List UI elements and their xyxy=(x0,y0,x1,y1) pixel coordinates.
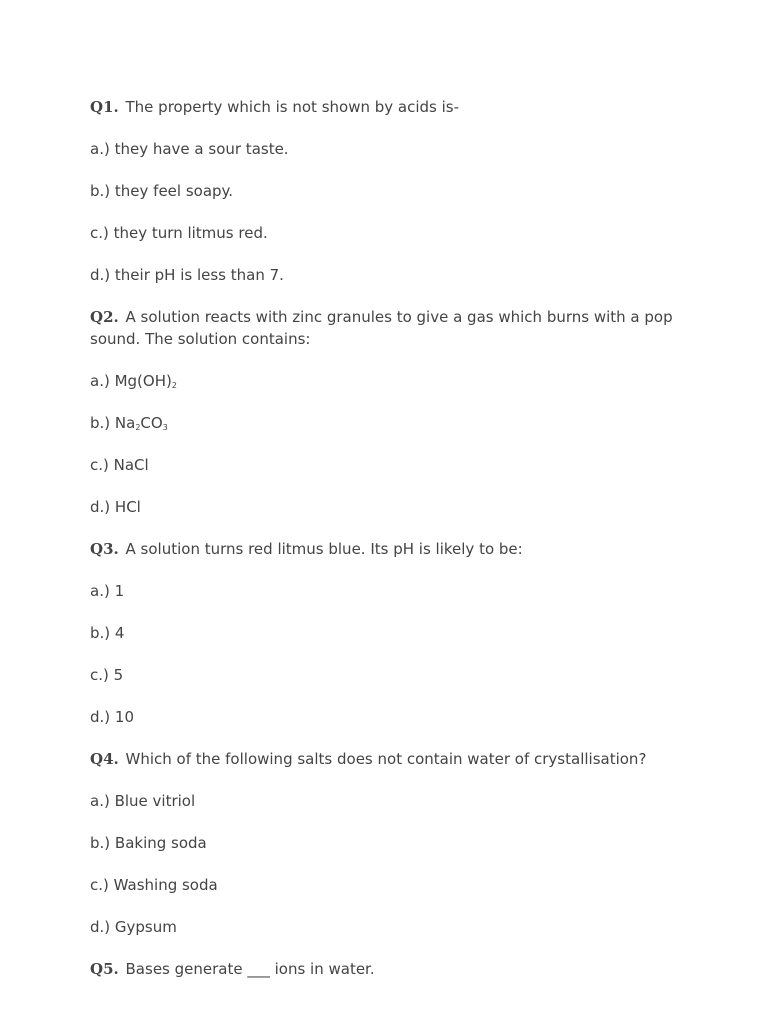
option-formula: b.) Na xyxy=(90,414,136,432)
question-text: Which of the following salts does not contain water of crystallisation? xyxy=(125,750,647,768)
question-text: Bases generate ___ ions in water. xyxy=(125,960,375,978)
question-number: Q1. xyxy=(90,98,119,116)
option-item xyxy=(90,412,690,434)
question-number: Q3. xyxy=(90,540,119,558)
question-text: The property which is not shown by acids is- xyxy=(125,98,460,116)
formula-subscript: 2 xyxy=(135,423,141,432)
option-formula-part: CO xyxy=(140,414,163,432)
option-item: a.) Blue vitriol xyxy=(90,792,196,810)
option-item: c.) Washing soda xyxy=(90,876,218,894)
option-item: c.) 5 xyxy=(90,666,124,684)
option-item: d.) HCl xyxy=(90,498,141,516)
question-number: Q5. xyxy=(90,960,119,978)
option-item: a.) they have a sour taste. xyxy=(90,140,289,158)
question-text: A solution reacts with zinc granules to give a gas which burns with a pop sound. The solution contains: xyxy=(90,308,673,348)
question-2 xyxy=(90,306,690,350)
option-item: c.) they turn litmus red. xyxy=(90,224,268,242)
option-item: b.) 4 xyxy=(90,624,125,642)
question-text: A solution turns red litmus blue. Its pH is likely to be: xyxy=(125,540,523,558)
option-item: a.) 1 xyxy=(90,582,125,600)
option-item: c.) NaCl xyxy=(90,456,149,474)
question-number: Q2. xyxy=(90,308,119,326)
option-formula: a.) Mg(OH) xyxy=(90,372,172,390)
question-sheet xyxy=(90,96,690,1000)
question-number: Q4. xyxy=(90,750,119,768)
question-5 xyxy=(90,958,690,980)
question-4 xyxy=(90,748,690,770)
question-1 xyxy=(90,96,690,118)
formula-subscript: 3 xyxy=(162,423,168,432)
option-item: d.) 10 xyxy=(90,708,134,726)
option-item: d.) Gypsum xyxy=(90,918,177,936)
option-item: b.) Baking soda xyxy=(90,834,207,852)
option-item: d.) their pH is less than 7. xyxy=(90,266,284,284)
question-3 xyxy=(90,538,690,560)
formula-subscript: 2 xyxy=(171,381,177,390)
option-item: b.) they feel soapy. xyxy=(90,182,234,200)
option-item xyxy=(90,370,690,392)
